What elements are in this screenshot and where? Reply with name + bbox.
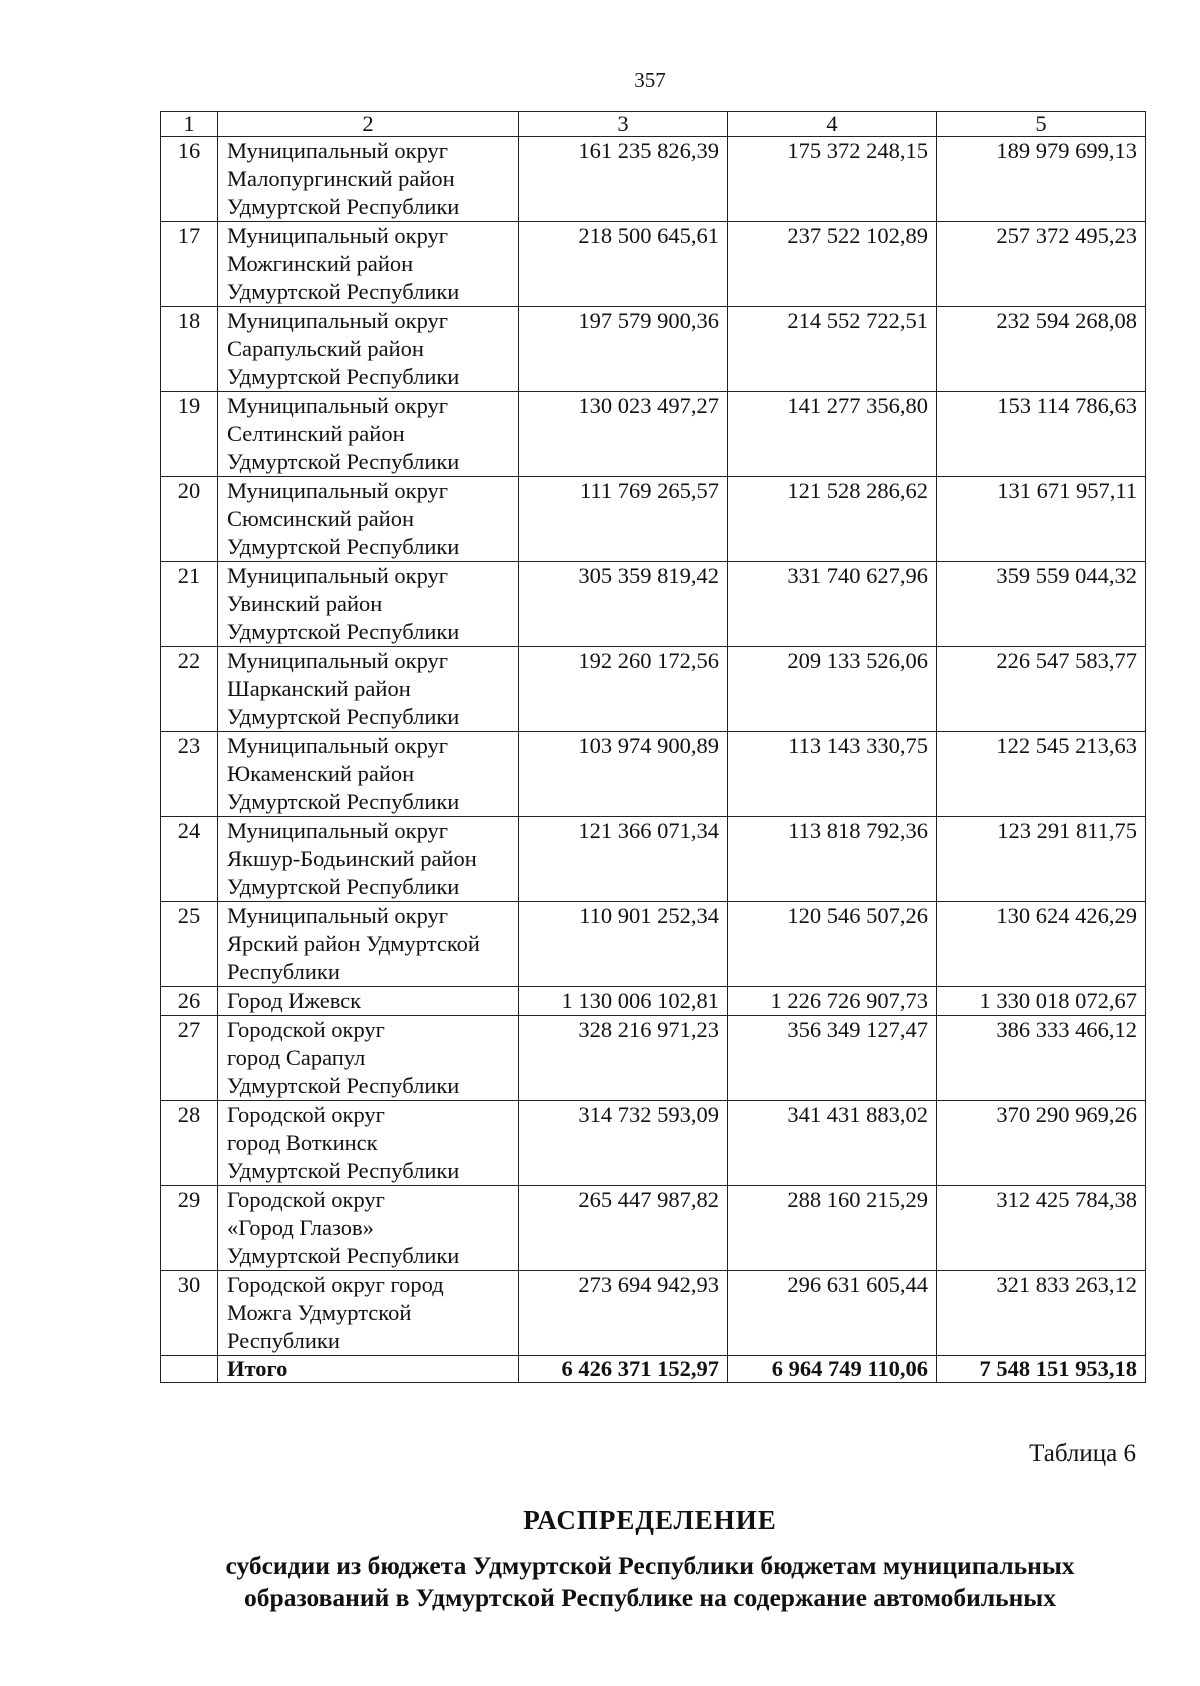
municipality-name-line: Сарапульский район [227, 336, 424, 361]
total-empty-cell [161, 1356, 218, 1383]
municipality-name-line: Ярский район Удмуртской [227, 931, 480, 956]
value-col-3: 305 359 819,42 [519, 562, 728, 647]
table-row [161, 477, 1146, 562]
value-col-5: 226 547 583,77 [937, 647, 1146, 732]
municipality-name-line: Муниципальный округ [227, 818, 449, 843]
header-cell: 2 [218, 112, 519, 137]
value-col-3: 103 974 900,89 [519, 732, 728, 817]
value-col-5: 130 624 426,29 [937, 902, 1146, 987]
municipality-name-line: Республики [227, 1328, 340, 1353]
value-col-4: 237 522 102,89 [728, 222, 937, 307]
municipality-name-line: Муниципальный округ [227, 733, 449, 758]
municipality-name-line: Удмуртской Республики [227, 1158, 460, 1183]
value-col-5: 1 330 018 072,67 [937, 987, 1146, 1016]
value-col-5: 359 559 044,32 [937, 562, 1146, 647]
value-col-5: 131 671 957,11 [937, 477, 1146, 562]
table-row [161, 1186, 1146, 1271]
value-col-3: 192 260 172,56 [519, 647, 728, 732]
table-row [161, 1101, 1146, 1186]
page-number: 357 [634, 68, 666, 92]
row-number: 16 [161, 137, 218, 222]
row-number: 17 [161, 222, 218, 307]
row-number: 26 [161, 987, 218, 1016]
row-number: 29 [161, 1186, 218, 1271]
subheading-line: образований в Удмуртской Республике на содержание автомобильных [244, 1583, 1056, 1612]
row-number: 21 [161, 562, 218, 647]
municipality-name-line: Город Ижевск [227, 988, 362, 1013]
value-col-4: 175 372 248,15 [728, 137, 937, 222]
municipality-name-line: Удмуртской Республики [227, 789, 460, 814]
municipality-name [218, 477, 519, 562]
row-number: 19 [161, 392, 218, 477]
value-col-3: 328 216 971,23 [519, 1016, 728, 1101]
municipality-name-line: Удмуртской Республики [227, 704, 460, 729]
subsidy-table [160, 111, 1146, 1383]
municipality-name-line: Удмуртской Республики [227, 364, 460, 389]
municipality-name-line: Муниципальный округ [227, 563, 449, 588]
table-row [161, 817, 1146, 902]
municipality-name-line: город Сарапул [227, 1045, 366, 1070]
value-col-3: 273 694 942,93 [519, 1271, 728, 1356]
value-col-4: 121 528 286,62 [728, 477, 937, 562]
table-row [161, 732, 1146, 817]
section-subheading [170, 1550, 1130, 1614]
municipality-name [218, 222, 519, 307]
row-number: 24 [161, 817, 218, 902]
municipality-name-line: Удмуртской Республики [227, 534, 460, 559]
municipality-name-line: Селтинский район [227, 421, 405, 446]
value-col-3: 121 366 071,34 [519, 817, 728, 902]
total-col-5: 7 548 151 953,18 [937, 1356, 1146, 1383]
value-col-3: 110 901 252,34 [519, 902, 728, 987]
municipality-name [218, 392, 519, 477]
header-cell: 3 [519, 112, 728, 137]
municipality-name-line: Республики [227, 959, 340, 984]
row-number: 22 [161, 647, 218, 732]
municipality-name-line: Удмуртской Республики [227, 1073, 460, 1098]
municipality-name-line: Удмуртской Республики [227, 279, 460, 304]
municipality-name-line: Муниципальный округ [227, 648, 449, 673]
value-col-5: 123 291 811,75 [937, 817, 1146, 902]
municipality-name-line: Малопургинский район [227, 166, 455, 191]
table-label: Таблица 6 [1029, 1440, 1136, 1467]
table-row [161, 647, 1146, 732]
municipality-name-line: Муниципальный округ [227, 138, 449, 163]
municipality-name [218, 817, 519, 902]
table-header-row [161, 112, 1146, 137]
value-col-4: 141 277 356,80 [728, 392, 937, 477]
value-col-5: 232 594 268,08 [937, 307, 1146, 392]
value-col-3: 314 732 593,09 [519, 1101, 728, 1186]
value-col-4: 296 631 605,44 [728, 1271, 937, 1356]
table-row [161, 137, 1146, 222]
municipality-name [218, 647, 519, 732]
municipality-name-line: Сюмсинский район [227, 506, 415, 531]
row-number: 20 [161, 477, 218, 562]
municipality-name-line: Юкаменский район [227, 761, 415, 786]
total-col-3: 6 426 371 152,97 [519, 1356, 728, 1383]
table-row [161, 307, 1146, 392]
section-heading: РАСПРЕДЕЛЕНИЕ [523, 1505, 777, 1535]
total-col-4: 6 964 749 110,06 [728, 1356, 937, 1383]
row-number: 25 [161, 902, 218, 987]
municipality-name-line: Можга Удмуртской [227, 1300, 412, 1325]
value-col-4: 331 740 627,96 [728, 562, 937, 647]
value-col-4: 1 226 726 907,73 [728, 987, 937, 1016]
value-col-4: 113 818 792,36 [728, 817, 937, 902]
value-col-5: 122 545 213,63 [937, 732, 1146, 817]
value-col-5: 386 333 466,12 [937, 1016, 1146, 1101]
header-cell: 5 [937, 112, 1146, 137]
header-cell: 4 [728, 112, 937, 137]
value-col-4: 288 160 215,29 [728, 1186, 937, 1271]
table-row [161, 987, 1146, 1016]
table-row [161, 1271, 1146, 1356]
municipality-name-line: Городской округ город [227, 1272, 444, 1297]
value-col-4: 341 431 883,02 [728, 1101, 937, 1186]
municipality-name-line: Муниципальный округ [227, 903, 449, 928]
municipality-name-line: Городской округ [227, 1102, 385, 1127]
value-col-3: 218 500 645,61 [519, 222, 728, 307]
header-cell: 1 [161, 112, 218, 137]
municipality-name-line: Городской округ [227, 1187, 385, 1212]
municipality-name-line: Городской округ [227, 1017, 385, 1042]
value-col-5: 321 833 263,12 [937, 1271, 1146, 1356]
municipality-name [218, 1101, 519, 1186]
table-row [161, 392, 1146, 477]
row-number: 30 [161, 1271, 218, 1356]
municipality-name [218, 1186, 519, 1271]
municipality-name-line: Муниципальный округ [227, 478, 449, 503]
value-col-3: 197 579 900,36 [519, 307, 728, 392]
subheading-line: субсидии из бюджета Удмуртской Республики бюджетам муниципальных [225, 1551, 1075, 1580]
municipality-name-line: Муниципальный округ [227, 223, 449, 248]
municipality-name-line: город Воткинск [227, 1130, 378, 1155]
municipality-name [218, 562, 519, 647]
value-col-3: 111 769 265,57 [519, 477, 728, 562]
municipality-name [218, 137, 519, 222]
table-row [161, 222, 1146, 307]
municipality-name-line: Удмуртской Республики [227, 619, 460, 644]
total-row [161, 1356, 1146, 1383]
municipality-name-line: Удмуртской Республики [227, 874, 460, 899]
municipality-name-line: Муниципальный округ [227, 393, 449, 418]
municipality-name [218, 1016, 519, 1101]
municipality-name-line: Шарканский район [227, 676, 411, 701]
value-col-3: 130 023 497,27 [519, 392, 728, 477]
municipality-name [218, 307, 519, 392]
municipality-name [218, 902, 519, 987]
municipality-name-line: «Город Глазов» [227, 1215, 374, 1240]
table-row [161, 1016, 1146, 1101]
total-label: Итого [218, 1356, 519, 1383]
row-number: 18 [161, 307, 218, 392]
row-number: 23 [161, 732, 218, 817]
value-col-5: 153 114 786,63 [937, 392, 1146, 477]
table-row [161, 902, 1146, 987]
value-col-5: 189 979 699,13 [937, 137, 1146, 222]
row-number: 27 [161, 1016, 218, 1101]
municipality-name [218, 1271, 519, 1356]
municipality-name-line: Удмуртской Республики [227, 449, 460, 474]
municipality-name-line: Муниципальный округ [227, 308, 449, 333]
value-col-3: 161 235 826,39 [519, 137, 728, 222]
row-number: 28 [161, 1101, 218, 1186]
value-col-4: 356 349 127,47 [728, 1016, 937, 1101]
table-row [161, 562, 1146, 647]
value-col-5: 312 425 784,38 [937, 1186, 1146, 1271]
municipality-name-line: Удмуртской Республики [227, 1243, 460, 1268]
municipality-name-line: Увинский район [227, 591, 383, 616]
municipality-name-line: Можгинский район [227, 251, 414, 276]
value-col-4: 120 546 507,26 [728, 902, 937, 987]
municipality-name [218, 732, 519, 817]
value-col-4: 214 552 722,51 [728, 307, 937, 392]
municipality-name-line: Удмуртской Республики [227, 194, 460, 219]
value-col-5: 257 372 495,23 [937, 222, 1146, 307]
value-col-4: 209 133 526,06 [728, 647, 937, 732]
municipality-name [218, 987, 519, 1016]
value-col-4: 113 143 330,75 [728, 732, 937, 817]
municipality-name-line: Якшур-Бодьинский район [227, 846, 477, 871]
value-col-5: 370 290 969,26 [937, 1101, 1146, 1186]
value-col-3: 1 130 006 102,81 [519, 987, 728, 1016]
value-col-3: 265 447 987,82 [519, 1186, 728, 1271]
